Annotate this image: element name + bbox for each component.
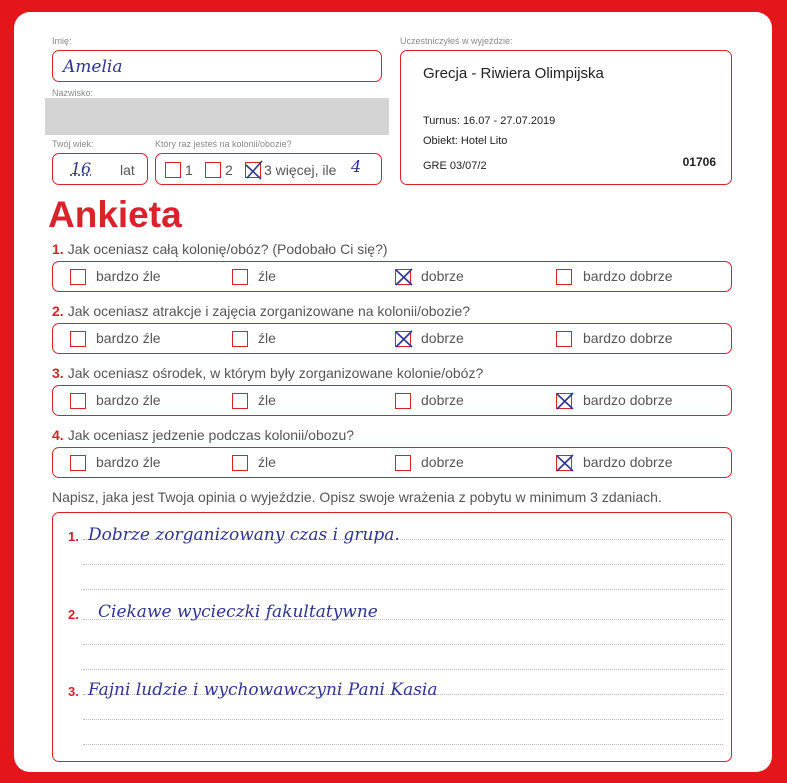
q2-checkbox-1[interactable] (70, 331, 86, 347)
q1-option-4: bardzo dobrze (583, 268, 673, 284)
name-field[interactable] (52, 50, 382, 82)
q3-checkbox-2[interactable] (232, 393, 248, 409)
times-field (155, 153, 382, 185)
q3-option-3: dobrze (421, 392, 464, 408)
times-option-2: 2 (225, 162, 233, 178)
q3-checkbox-4[interactable] (556, 393, 572, 409)
entry-text: Fajni ludzie i wychowawczyni Pani Kasia (88, 680, 438, 700)
q4-checkbox-4[interactable] (556, 455, 572, 471)
age-field[interactable] (52, 153, 148, 185)
age-label: Twój wiek: (52, 139, 94, 149)
q4-option-2: źle (258, 454, 276, 470)
q3-option-4: bardzo dobrze (583, 392, 673, 408)
question-3 (52, 365, 483, 381)
q1-option-3: dobrze (421, 268, 464, 284)
check-mark-icon (243, 159, 265, 181)
check-mark-icon (393, 266, 415, 288)
question-text: Jak oceniasz jedzenie podczas kolonii/obozu? (67, 427, 355, 443)
q4-checkbox-2[interactable] (232, 455, 248, 471)
writing-line (83, 644, 723, 645)
survey-title: Ankieta (48, 194, 182, 235)
times-checkbox-2[interactable] (205, 162, 221, 178)
surname-redacted (45, 98, 389, 135)
q1-checkbox-1[interactable] (70, 269, 86, 285)
entry-text: Ciekawe wycieczki fakultatywne (98, 602, 378, 622)
q3-option-2: źle (258, 392, 276, 408)
trip-destination: Grecja - Riwiera Olimpijska (423, 65, 604, 82)
name-label: Imię: (52, 36, 72, 46)
q2-checkbox-2[interactable] (232, 331, 248, 347)
opinion-box[interactable] (52, 512, 732, 762)
q2-option-4: bardzo dobrze (583, 330, 673, 346)
q4-checkbox-1[interactable] (70, 455, 86, 471)
survey-sheet (14, 12, 772, 772)
trip-turnus: Turnus: 16.07 - 27.07.2019 (423, 115, 556, 127)
q2-option-2: źle (258, 330, 276, 346)
times-option-1: 1 (185, 162, 193, 178)
question-2 (52, 303, 470, 319)
q1-checkbox-2[interactable] (232, 269, 248, 285)
entry-number: 3. (68, 684, 79, 699)
q3-option-1: bardzo źle (96, 392, 161, 408)
q2-option-3: dobrze (421, 330, 464, 346)
question-text: Jak oceniasz ośrodek, w którym były zorganizowane kolonie/obóz? (67, 365, 484, 381)
q1-checkbox-4[interactable] (556, 269, 572, 285)
question-text: Jak oceniasz atrakcje i zajęcia zorganizowane na kolonii/obozie? (67, 303, 471, 319)
question-4 (52, 427, 354, 443)
check-mark-icon (554, 452, 576, 474)
question-text: Jak oceniasz całą kolonię/obóz? (Podobało Ci się?) (67, 241, 388, 257)
age-unit: lat (120, 162, 135, 178)
times-checkbox-1[interactable] (165, 162, 181, 178)
q4-option-1: bardzo źle (96, 454, 161, 470)
check-mark-icon (554, 390, 576, 412)
entry-number: 1. (68, 529, 79, 544)
times-label: Który raz jesteś na kolonii/obozie? (155, 139, 292, 149)
trip-obiekt: Obiekt: Hotel Lito (423, 135, 508, 147)
q1-option-2: źle (258, 268, 276, 284)
q2-checkbox-4[interactable] (556, 331, 572, 347)
q4-checkbox-3[interactable] (395, 455, 411, 471)
times-count: 4 (351, 157, 362, 176)
writing-line (83, 744, 723, 745)
entry-text: Dobrze zorganizowany czas i grupa. (88, 525, 400, 545)
writing-line (83, 589, 723, 590)
trip-label: Uczestniczyłeś w wyjeździe: (400, 36, 513, 46)
entry-number: 2. (68, 607, 79, 622)
q2-option-1: bardzo źle (96, 330, 161, 346)
times-option-3: 3 więcej, ile (264, 162, 337, 178)
question-1 (52, 241, 388, 257)
q4-option-4: bardzo dobrze (583, 454, 673, 470)
opinion-prompt: Napisz, jaka jest Twoja opinia o wyjeździe. Opisz swoje wrażenia z pobytu w minimum 3 zdaniach. (52, 489, 662, 505)
q1-option-1: bardzo źle (96, 268, 161, 284)
q1-checkbox-3[interactable] (395, 269, 411, 285)
question-number: 4. (52, 427, 64, 443)
writing-line (83, 669, 723, 670)
question-number: 2. (52, 303, 64, 319)
question-number: 1. (52, 241, 64, 257)
q3-checkbox-3[interactable] (395, 393, 411, 409)
times-checkbox-3[interactable] (245, 162, 261, 178)
trip-card (400, 50, 732, 185)
name-value: Amelia (63, 57, 123, 77)
question-number: 3. (52, 365, 64, 381)
trip-number: 01706 (682, 155, 716, 169)
surname-label: Nazwisko: (52, 88, 94, 98)
q4-option-3: dobrze (421, 454, 464, 470)
writing-line (83, 719, 723, 720)
q2-checkbox-3[interactable] (395, 331, 411, 347)
q3-checkbox-1[interactable] (70, 393, 86, 409)
trip-code: GRE 03/07/2 (423, 160, 487, 172)
check-mark-icon (393, 328, 415, 350)
writing-line (83, 564, 723, 565)
age-value: 16 (70, 159, 92, 178)
